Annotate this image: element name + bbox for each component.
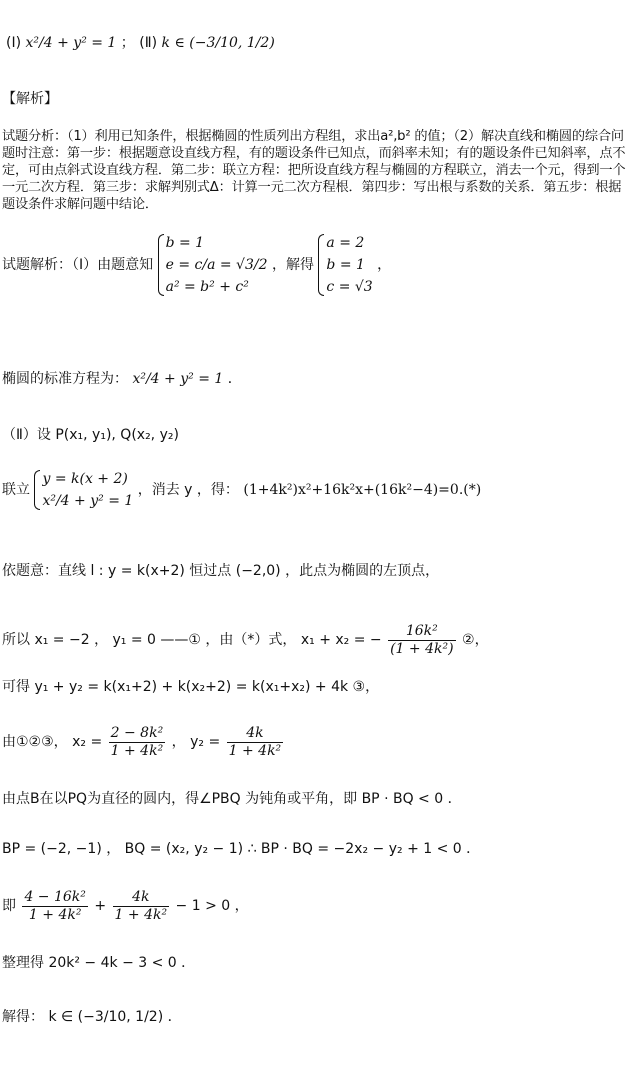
simultaneous-line bbox=[2, 468, 481, 512]
sum-of-roots-line bbox=[2, 620, 489, 660]
analysis-heading: 【解析】 bbox=[2, 91, 58, 107]
standard-eq-text: 椭圆的标准方程为： bbox=[2, 371, 128, 387]
final-answer-line: 解得： k ∈ (−3/10, 1/2) ． bbox=[2, 1009, 182, 1025]
x2-fraction bbox=[109, 725, 166, 760]
part1-equation: x²/4 + y² = 1 bbox=[25, 35, 117, 51]
ineq-prefix: 即 bbox=[2, 898, 16, 914]
lianli-label: 联立 bbox=[2, 482, 30, 498]
result-system bbox=[318, 232, 372, 298]
y2-numerator: 4k bbox=[227, 725, 284, 743]
ineq-f1-denominator: 1 + 4k² bbox=[28, 906, 82, 923]
standard-equation-line bbox=[2, 370, 242, 388]
y-sum-line: 可得 y₁ + y₂ = k(x₁+2) + k(x₂+2) = k(x₁+x₂) + 4k ③， bbox=[2, 679, 380, 695]
part1-label: (Ⅰ) bbox=[6, 35, 22, 51]
analysis-paragraph: 试题分析：（1）利用已知条件，根据椭圆的性质列出方程组，求出a²,b² 的值；（2）解决直线和椭圆的综合问题时注意：第一步：根据题意设直线方程，有的题设条件已知点，而斜率未知；有的题设条件已知斜率，点不定，可由点斜式设直线方程．第二步：联立方程：把所设直线方程与椭圆的方程联立，消去一个元，得到一个一元二次方程．第三步：求解判别式Δ：计算一元二次方程根．第四步：写出根与系数的关系．第五步：根据题设条件求解问题中结论． bbox=[2, 129, 626, 212]
solve-word: ，解得 bbox=[271, 257, 314, 273]
separator: ； bbox=[120, 35, 135, 51]
given-eq-3: a² = b² + c² bbox=[165, 279, 249, 295]
y2-label: ， y₂ = bbox=[171, 734, 221, 750]
standard-eq: x²/4 + y² = 1 bbox=[132, 371, 224, 387]
ineq-fraction-2 bbox=[113, 889, 170, 924]
solution-part1 bbox=[2, 232, 391, 298]
sim-eq-2: x²/4 + y² = 1 bbox=[42, 493, 134, 509]
sum-denominator: (1 + 4k²) bbox=[390, 640, 454, 657]
y2-fraction bbox=[227, 725, 284, 760]
comma: ， bbox=[377, 257, 392, 273]
given-eq-1: b = 1 bbox=[165, 235, 205, 251]
result-eq-2: b = 1 bbox=[326, 257, 365, 273]
sim-eq-1: y = k(x + 2) bbox=[42, 471, 128, 487]
line-through-point: 依题意：直线 l : y = k(x+2) 恒过点 (−2,0) ，此点为椭圆的左顶点， bbox=[2, 563, 440, 579]
sum-numerator: 16k² bbox=[388, 623, 455, 641]
ineq-f2-numerator: 4k bbox=[113, 889, 170, 907]
x2-denominator: 1 + 4k² bbox=[110, 742, 164, 759]
ineq-f2-denominator: 1 + 4k² bbox=[114, 906, 168, 923]
y2-denominator: 1 + 4k² bbox=[228, 742, 282, 759]
from-123: 由①②③， x₂ = bbox=[2, 734, 103, 750]
part2-setup: （Ⅱ）设 P(x₁, y₁), Q(x₂, y₂) bbox=[2, 427, 179, 443]
result-eq-3: c = √3 bbox=[326, 279, 373, 295]
eliminate-text: ，消去 y ，得： bbox=[137, 482, 239, 498]
sum-fraction bbox=[388, 623, 455, 658]
simplify-line: 整理得 20k² − 4k − 3 < 0 ． bbox=[2, 955, 196, 971]
ineq-tail: − 1 > 0 ， bbox=[175, 898, 249, 914]
x2-numerator: 2 − 8k² bbox=[110, 724, 164, 741]
obtuse-angle-line: 由点B在以PQ为直径的圆内，得∠PBQ 为钝角或平角，即 BP · BQ < 0 ． bbox=[2, 791, 462, 807]
solution-intro: 试题解析：（Ⅰ）由题意知 bbox=[2, 257, 154, 273]
ineq-fraction-1 bbox=[22, 889, 87, 924]
part2-equation: k ∈ (−3/10, 1/2) bbox=[161, 35, 275, 51]
mark-2: ②， bbox=[462, 632, 489, 648]
answer-line bbox=[6, 34, 275, 52]
given-eq-2: e = c/a = √3/2 bbox=[165, 257, 268, 273]
part2-label: (Ⅱ) bbox=[139, 35, 158, 51]
result-eq-1: a = 2 bbox=[326, 235, 365, 251]
inequality-line: 即 $\frac{\text{4 − 16k²}}{\text{1 + 4k²}}$ + $\frac{4k}{\text{1 + 4k²}}$ − 1 > 0 ， bbox=[2, 888, 249, 923]
standard-eq-period: ． bbox=[227, 371, 242, 387]
simultaneous-system bbox=[34, 468, 133, 512]
quadratic-equation: (1+4k²)x²+16k²x+(16k²−4)=0.(*) bbox=[243, 482, 482, 498]
vectors-line: BP = (−2, −1) ， BQ = (x₂, y₂ − 1) ∴ BP · BQ = −2x₂ − y₂ + 1 < 0 ． bbox=[2, 841, 481, 857]
x2-y2-line bbox=[2, 722, 285, 762]
given-system bbox=[158, 232, 268, 298]
so-text: 所以 x₁ = −2 ， y₁ = 0 ——① ，由（*）式， x₁ + x₂ = − bbox=[2, 632, 382, 648]
ineq-f1-numerator: 4 − 16k² bbox=[24, 888, 86, 905]
